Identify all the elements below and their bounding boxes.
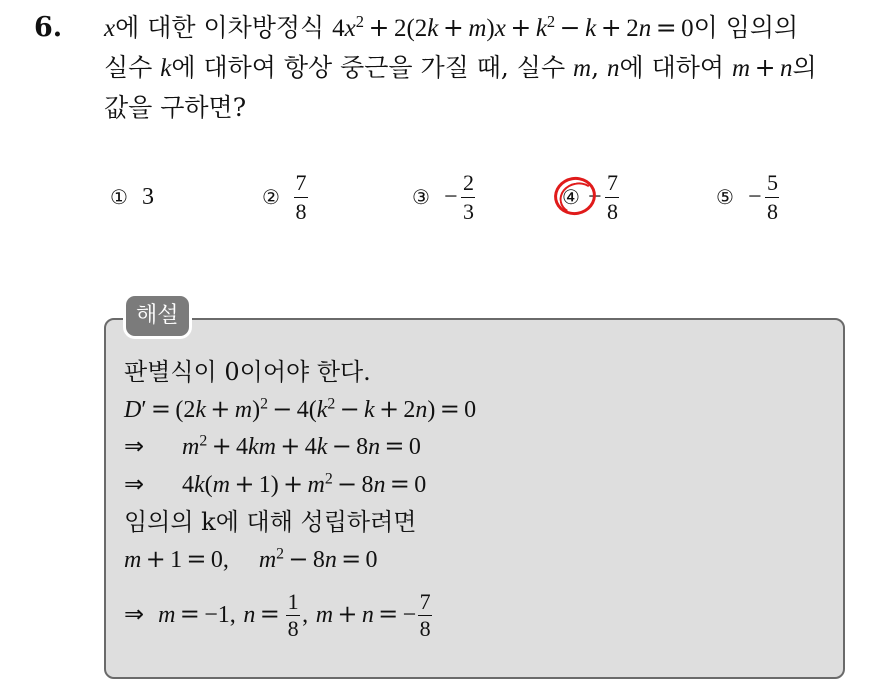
- choice-fraction: [294, 170, 308, 225]
- choice-marker: ⑤: [716, 185, 734, 209]
- question-line-2: 실수 k에 대하여 항상 중근을 가질 때, 실수 m, n에 대하여 m + n의: [104, 53, 817, 82]
- choice-2[interactable]: [262, 166, 308, 228]
- question-text: 실수: [104, 53, 161, 82]
- solution-line-4: ⇒ $4k(m + 1) + m^2 - 8n = 0$: [124, 466, 426, 503]
- choice-marker: ③: [412, 185, 430, 209]
- denominator: 8: [606, 198, 618, 224]
- choice-sign: −: [747, 183, 762, 210]
- choice-fraction: [461, 170, 475, 225]
- question-text: 의: [792, 53, 817, 82]
- denominator: 8: [295, 198, 307, 224]
- question-text: 에 대한 이차방정식: [115, 13, 333, 42]
- choice-marker: ④: [562, 185, 580, 209]
- question-line-1: x에 대한 이차방정식 $4x^2 + 2(2k + m)x + k^2 - k + 2n = 0$이 임의의: [104, 11, 799, 42]
- question-text: 에 대하여 항상 중근을 가질 때, 실수: [171, 53, 574, 82]
- solution-line-1: 판별식이 0이어야 한다.: [124, 358, 371, 386]
- denominator: 3: [462, 198, 474, 224]
- answer-mark-circle: [551, 174, 599, 219]
- choice-sign: −: [443, 183, 458, 210]
- implies-arrow: ⇒: [124, 432, 145, 460]
- implies-arrow: ⇒: [124, 470, 145, 498]
- numerator: 2: [462, 169, 474, 195]
- question-line-3: 값을 구하면?: [104, 93, 247, 122]
- numerator: 7: [295, 169, 307, 195]
- choice-fraction: [765, 170, 779, 225]
- question-number: 6.: [34, 12, 63, 43]
- solution-line-2: $D' = (2k + m)^2 - 4(k^2 - k + 2n) = 0$: [124, 395, 477, 423]
- question-text: 이 임의의: [693, 13, 799, 42]
- choice-5[interactable]: [716, 166, 779, 228]
- question-text: 에 대하여: [619, 53, 733, 82]
- numerator: 7: [606, 169, 618, 195]
- fraction-seven-eighths: $\frac{7}{8}$: [419, 589, 431, 641]
- implies-arrow: ⇒: [124, 600, 145, 628]
- choice-marker: ①: [110, 185, 128, 209]
- denominator: 8: [766, 198, 778, 224]
- solution-line-5: 임의의 k에 대해 성립하려면: [124, 508, 417, 536]
- choice-1[interactable]: [110, 166, 154, 228]
- choice-marker: ②: [262, 185, 280, 209]
- solution-line-7: ⇒ m = −1, n = $\frac{1}{8}$ , m + n = − $\frac{7}{8}$: [124, 589, 431, 641]
- choice-4[interactable]: [562, 166, 619, 228]
- solution-line-6: m + 1 = 0, $m^2 - 8n = 0$: [124, 545, 378, 573]
- choice-3[interactable]: [412, 166, 475, 228]
- fraction-one-eighth: $\frac{1}{8}$: [287, 589, 299, 641]
- numerator: 5: [766, 169, 778, 195]
- choice-fraction: [605, 170, 619, 225]
- solution-line-3: ⇒ $m^2 + 4km + 4k - 8n = 0$: [124, 428, 421, 465]
- choice-value: 3: [141, 183, 154, 210]
- choice-sign: −: [587, 183, 602, 210]
- solution-tag: 해설: [126, 296, 189, 336]
